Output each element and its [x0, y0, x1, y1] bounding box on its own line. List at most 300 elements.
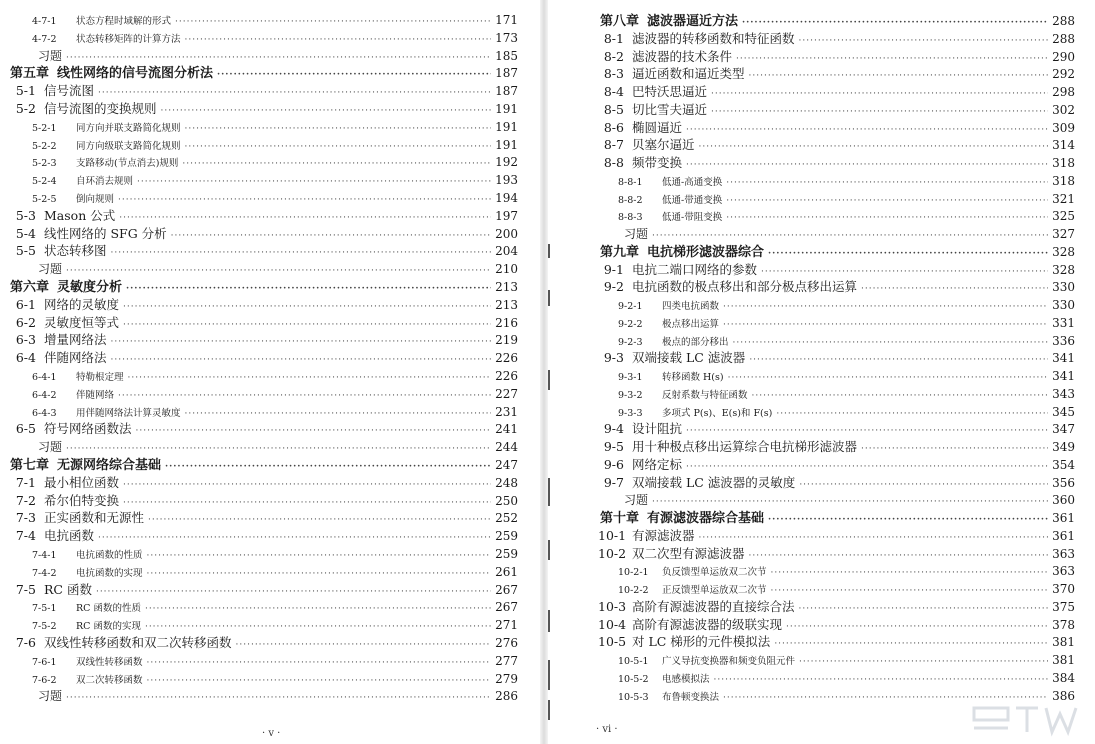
entry-title: 信号流图的变换规则 [44, 101, 157, 116]
dot-leader [786, 619, 1048, 635]
entry-title: 线性网络的 SFG 分析 [44, 225, 167, 241]
entry-page: 345 [1052, 404, 1075, 419]
dot-leader [726, 210, 1048, 226]
toc-entry-sub [618, 404, 1075, 420]
entry-title: 逼近函数和逼近类型 [632, 66, 745, 82]
entry-number: 第七章 [10, 458, 50, 473]
dot-leader [799, 33, 1049, 49]
entry-page: 318 [1052, 156, 1075, 170]
dot-leader [128, 370, 492, 386]
entry-page: 330 [1052, 280, 1075, 295]
entry-page: 227 [495, 386, 518, 401]
entry-number: 7-4 [15, 528, 36, 544]
entry-page: 247 [495, 458, 518, 472]
toc-entry-section [598, 120, 1075, 136]
entry-number: 6-4-3 [32, 407, 57, 419]
entry-page: 318 [1052, 173, 1075, 188]
entry-title: 双二次转移函数 [76, 674, 143, 686]
entry-page: 191 [495, 137, 518, 152]
entry-page: 276 [495, 636, 518, 650]
entry-page: 204 [495, 244, 518, 259]
entry-number: 9-3 [603, 350, 624, 366]
entry-page: 248 [495, 475, 518, 490]
entry-page: 219 [495, 333, 518, 348]
dot-leader [749, 68, 1049, 84]
toc-entry-sub [618, 368, 1075, 384]
entry-title: 布鲁顿变换法 [662, 691, 720, 703]
entry-number: 4-7-1 [32, 16, 57, 27]
entry-number: 8-8-2 [618, 194, 643, 206]
dot-leader [96, 584, 491, 600]
entry-title: 高阶有源滤波器的级联实现 [632, 616, 783, 632]
entry-page: 200 [495, 226, 518, 241]
entry-number: 10-5-3 [618, 691, 649, 703]
entry-title: 同方向级联支路简化规则 [76, 140, 181, 152]
spine-mark [548, 370, 550, 390]
dot-leader [768, 512, 1048, 528]
toc-entry-sub [618, 386, 1075, 402]
dot-leader [147, 548, 492, 564]
toc-entry-section [10, 475, 518, 491]
entry-title: 增量网络法 [44, 332, 107, 348]
spine-mark [548, 244, 550, 258]
entry-number: 6-5 [15, 421, 36, 437]
toc-entry-section [10, 226, 518, 242]
entry-page: 197 [495, 208, 518, 223]
right-page [548, 0, 1095, 744]
entry-title: 设计阻抗 [632, 421, 683, 437]
entry-title: 低通-高通变换 [662, 176, 723, 188]
dot-leader [771, 583, 1049, 599]
dot-leader [185, 121, 492, 137]
toc-entry-ex [624, 492, 1075, 508]
entry-title: 低通-带通变换 [662, 194, 723, 206]
dot-leader [726, 193, 1048, 209]
toc-entry-chapter [600, 510, 1075, 526]
toc-entry-section [10, 208, 518, 224]
dot-leader [137, 174, 491, 190]
entry-page: 370 [1052, 582, 1075, 596]
toc-entry-sub [618, 315, 1075, 331]
entry-title: 四类电抗函数 [662, 301, 720, 312]
entry-number: 9-3-1 [618, 372, 643, 383]
dot-leader [145, 619, 491, 635]
dot-leader [118, 192, 491, 208]
toc-entry-section [10, 528, 518, 544]
entry-title: 滤波器的技术条件 [632, 48, 733, 64]
entry-title: 伴随网络 [76, 389, 115, 401]
entry-number: 5-5 [15, 243, 36, 259]
entry-page: 314 [1052, 138, 1075, 153]
toc-entry-section [10, 332, 518, 348]
entry-title: 双端接载 LC 滤波器的灵敏度 [632, 474, 796, 490]
toc-entry-sub [618, 333, 1075, 349]
entry-page: 290 [1052, 49, 1075, 64]
entry-number: 5-2-3 [32, 158, 57, 170]
entry-number: 6-4-1 [32, 372, 57, 383]
entry-page: 361 [1052, 511, 1075, 525]
entry-title: 电抗梯形滤波器综合 [647, 244, 765, 260]
entry-page: 325 [1052, 209, 1075, 224]
toc-entry-sub [32, 190, 518, 206]
toc-entry-ex [624, 226, 1075, 242]
dot-leader [161, 103, 492, 119]
entry-number: 7-5-2 [32, 621, 57, 633]
entry-page: 191 [495, 119, 518, 134]
right-page-number: · vi · [596, 724, 618, 735]
entry-number: 8-4 [603, 84, 624, 99]
entry-number: 6-1 [15, 296, 36, 312]
toc-entry-section [598, 421, 1075, 437]
entry-title: 电抗函数 [44, 528, 95, 544]
entry-title: 灵敏度恒等式 [44, 314, 120, 330]
toc-entry-section [598, 546, 1075, 562]
entry-title: 伴随网络法 [44, 350, 107, 366]
entry-number: 9-7 [603, 474, 624, 490]
toc-entry-ex [38, 48, 518, 64]
toc-entry-section [10, 493, 518, 509]
dot-leader [185, 32, 492, 48]
entry-number: 9-2-2 [618, 318, 643, 330]
toc-entry-section [10, 315, 518, 331]
entry-title: 极点的部分移出 [662, 336, 729, 348]
entry-title: 信号流图 [44, 83, 95, 99]
toc-entry-section [598, 350, 1075, 366]
entry-page: 336 [1052, 333, 1075, 348]
toc-entry-ex [38, 688, 518, 704]
entry-page: 302 [1052, 102, 1075, 117]
entry-number: 4-7-2 [32, 33, 57, 45]
dot-leader [111, 334, 492, 350]
entry-number: 7-3 [15, 510, 36, 526]
entry-page: 378 [1052, 617, 1075, 632]
toc-entry-section [598, 439, 1075, 455]
entry-title: 最小相位函数 [44, 474, 120, 490]
entry-number: 10-4 [598, 616, 627, 632]
toc-entry-section [598, 66, 1075, 82]
entry-page: 241 [495, 422, 518, 437]
dot-leader [165, 459, 491, 475]
entry-number: 7-6-2 [32, 674, 57, 686]
entry-page: 226 [495, 369, 518, 383]
dot-leader [686, 459, 1048, 475]
entry-page: 279 [495, 671, 518, 686]
entry-title: 电抗函数的极点移出和部分极点移出运算 [632, 279, 858, 295]
entry-title: 双二次型有源滤波器 [632, 545, 745, 561]
entry-number: 10-5-1 [618, 656, 649, 667]
entry-title: 习题 [624, 493, 649, 508]
dot-leader [66, 50, 491, 66]
entry-page: 360 [1052, 493, 1075, 508]
entry-page: 327 [1052, 227, 1075, 241]
entry-number: 10-3 [598, 598, 627, 614]
entry-title: 用伴随网络法计算灵敏度 [76, 407, 181, 419]
entry-page: 187 [495, 66, 518, 81]
entry-page: 259 [495, 547, 518, 561]
dot-leader [98, 85, 491, 101]
entry-page: 185 [495, 48, 518, 63]
spine-mark [548, 290, 550, 306]
dot-leader [761, 264, 1048, 280]
entry-page: 331 [1052, 315, 1075, 330]
toc-entry-sub [32, 546, 518, 562]
entry-page: 347 [1052, 422, 1075, 437]
dot-leader [752, 388, 1049, 404]
dot-leader [119, 210, 491, 226]
entry-page: 173 [495, 30, 518, 45]
toc-entry-section [598, 155, 1075, 171]
entry-title: 希尔伯特变换 [44, 492, 120, 508]
entry-number: 7-4-2 [32, 567, 57, 579]
entry-number: 5-4 [15, 225, 36, 241]
dot-leader [123, 477, 491, 493]
entry-number: 第十章 [600, 511, 640, 526]
toc-entry-section [10, 101, 518, 117]
entry-number: 5-2-4 [32, 176, 57, 188]
toc-entry-section [10, 635, 518, 651]
book-gutter [540, 0, 548, 744]
dot-leader [147, 655, 492, 671]
dot-leader [723, 299, 1048, 315]
dot-leader [728, 370, 1049, 386]
dot-leader [686, 423, 1048, 439]
entry-title: 习题 [38, 48, 63, 63]
entry-number: 7-6-1 [32, 656, 57, 668]
entry-number: 7-5 [15, 581, 36, 597]
toc-entry-sub [618, 652, 1075, 668]
toc-entry-sub [618, 208, 1075, 224]
toc-entry-sub [32, 12, 518, 28]
toc-entry-section [598, 262, 1075, 278]
entry-title: 低通-带阻变换 [662, 212, 723, 224]
toc-entry-section [598, 475, 1075, 491]
entry-number: 5-1 [15, 83, 36, 99]
entry-number: 7-1 [15, 474, 36, 490]
entry-title: 支路移动(节点消去)规则 [76, 158, 179, 170]
entry-page: 267 [495, 582, 518, 597]
toc-entry-section [598, 31, 1075, 47]
entry-number: 5-3 [15, 207, 36, 223]
entry-page: 194 [495, 191, 518, 205]
entry-page: 271 [495, 618, 518, 633]
entry-title: 状态方程时域解的形式 [76, 16, 172, 27]
entry-page: 309 [1052, 120, 1075, 135]
entry-page: 286 [495, 689, 518, 704]
toc-entry-sub [32, 599, 518, 615]
entry-number: 7-5-1 [32, 603, 57, 615]
entry-page: 381 [1052, 653, 1075, 667]
dot-leader [123, 317, 491, 333]
toc-entry-chapter [10, 279, 518, 295]
entry-title: RC 函数的实现 [76, 621, 141, 633]
entry-page: 250 [495, 493, 518, 508]
entry-number: 9-5 [603, 439, 624, 454]
entry-number: 9-4 [603, 421, 624, 437]
entry-page: 267 [495, 600, 518, 615]
toc-entry-sub [618, 297, 1075, 313]
entry-number: 8-7 [603, 137, 624, 153]
dot-leader [686, 122, 1048, 138]
entry-page: 277 [495, 653, 518, 668]
entry-number: 8-6 [603, 119, 624, 135]
entry-page: 298 [1052, 85, 1075, 99]
entry-number: 7-6 [15, 635, 36, 650]
entry-title: 倒向规则 [76, 194, 115, 205]
toc-entry-chapter [10, 65, 518, 81]
entry-title: 广义导抗变换器和频变负阻元件 [662, 656, 796, 667]
dot-leader [66, 441, 491, 457]
entry-title: 双线性转移函数和双二次转移函数 [44, 635, 232, 650]
entry-title: 习题 [38, 440, 63, 455]
dot-leader [118, 388, 491, 404]
spine-mark [548, 660, 550, 690]
entry-title: 有源滤波器综合基础 [647, 511, 765, 526]
toc-entry-section [10, 83, 518, 99]
entry-title: 灵敏度分析 [57, 280, 123, 295]
entry-page: 343 [1052, 386, 1075, 401]
entry-page: 193 [495, 173, 518, 188]
entry-number: 6-2 [15, 314, 36, 330]
toc-entry-section [598, 457, 1075, 473]
toc-entry-section [10, 243, 518, 259]
toc-entry-section [10, 510, 518, 526]
entry-page: 213 [495, 280, 518, 294]
entry-number: 8-8 [603, 155, 624, 170]
dot-leader [98, 530, 491, 546]
entry-page: 386 [1052, 688, 1075, 703]
entry-title: 双线性转移函数 [76, 656, 143, 668]
toc-entry-sub [32, 172, 518, 188]
toc-entry-section [598, 528, 1075, 544]
entry-page: 288 [1052, 14, 1075, 28]
toc-entry-section [598, 102, 1075, 118]
dot-leader [652, 228, 1048, 244]
dot-leader [185, 406, 492, 422]
toc-entry-section [598, 137, 1075, 153]
left-page-number: · v · [262, 728, 281, 739]
entry-page: 226 [495, 351, 518, 366]
entry-title: 状态转移矩阵的计算方法 [76, 33, 181, 45]
entry-number: 5-2-1 [32, 122, 57, 134]
dot-leader [799, 654, 1048, 670]
toc-entry-sub [32, 671, 518, 687]
entry-page: 361 [1052, 528, 1075, 543]
toc-entry-sub [32, 617, 518, 633]
entry-number: 9-2 [603, 279, 624, 295]
entry-title: 线性网络的信号流图分析法 [57, 66, 214, 82]
entry-title: 椭圆逼近 [632, 119, 683, 135]
entry-number: 8-1 [603, 30, 624, 46]
toc-entry-section [598, 617, 1075, 633]
toc-entry-sub [32, 564, 518, 580]
entry-page: 381 [1052, 635, 1075, 650]
dot-leader [774, 636, 1048, 652]
entry-page: 363 [1052, 546, 1075, 561]
dot-leader [861, 441, 1048, 457]
dot-leader [175, 14, 491, 30]
spine-mark [548, 700, 550, 720]
dot-leader [733, 335, 1049, 351]
entry-page: 349 [1052, 440, 1075, 454]
entry-title: 电感模拟法 [662, 673, 710, 685]
entry-title: 电抗二端口网络的参数 [632, 261, 758, 277]
entry-number: 8-8-1 [618, 176, 643, 188]
entry-number: 第八章 [600, 14, 640, 29]
entry-page: 341 [1052, 369, 1075, 383]
entry-number: 第六章 [10, 280, 50, 295]
entry-title: 负反馈型单运放双二次节 [662, 567, 767, 579]
toc-entry-sub [32, 368, 518, 384]
entry-page: 321 [1052, 191, 1075, 206]
dot-leader [799, 477, 1048, 493]
entry-title: 频带变换 [632, 155, 683, 170]
entry-page: 375 [1052, 599, 1075, 614]
dot-leader [749, 352, 1048, 368]
dot-leader [147, 673, 492, 689]
toc-entry-sub [32, 137, 518, 153]
toc-entry-sub [32, 119, 518, 135]
entry-title: 电抗函数的实现 [76, 567, 143, 579]
dot-leader [185, 139, 492, 155]
entry-page: 187 [495, 84, 518, 99]
entry-page: 244 [495, 440, 518, 455]
dot-leader [652, 494, 1048, 510]
entry-page: 354 [1052, 457, 1075, 472]
dot-leader [714, 672, 1049, 688]
entry-title: Mason 公式 [44, 207, 116, 223]
entry-title: 用十种极点移出运算综合电抗梯形滤波器 [632, 439, 858, 454]
entry-page: 252 [495, 511, 518, 526]
entry-number: 10-1 [598, 527, 627, 543]
dot-leader [776, 406, 1048, 422]
entry-number: 9-6 [603, 456, 624, 472]
entry-page: 330 [1052, 298, 1075, 312]
toc-entry-section [10, 582, 518, 598]
dot-leader [66, 690, 491, 706]
entry-title: 切比雪夫逼近 [632, 101, 708, 117]
entry-title: 滤波器的转移函数和特征函数 [632, 30, 795, 46]
entry-page: 356 [1052, 475, 1075, 490]
entry-page: 231 [495, 404, 518, 419]
entry-number: 第五章 [10, 66, 50, 82]
entry-title: 双端接载 LC 滤波器 [632, 350, 746, 366]
toc-entry-sub [618, 563, 1075, 579]
toc-entry-section [10, 350, 518, 366]
entry-title: 状态转移图 [44, 243, 107, 259]
entry-number: 9-2-3 [618, 336, 643, 348]
spine-mark [548, 610, 550, 632]
toc-entry-ex [38, 261, 518, 277]
toc-entry-sub [32, 30, 518, 46]
dot-leader [749, 548, 1049, 564]
entry-number: 9-3-3 [618, 407, 643, 419]
dot-leader [861, 281, 1048, 297]
dot-leader [799, 601, 1049, 617]
entry-title: 网络定标 [632, 456, 683, 472]
entry-number: 9-2-1 [618, 301, 643, 312]
entry-page: 210 [495, 262, 518, 277]
entry-page: 192 [495, 155, 518, 170]
toc-entry-section [10, 297, 518, 313]
entry-number: 5-2 [15, 101, 36, 116]
toc-entry-sub [32, 386, 518, 402]
dot-leader [111, 352, 492, 368]
entry-number: 10-2-2 [618, 585, 649, 596]
entry-number: 6-4 [15, 350, 36, 366]
toc-entry-section [598, 279, 1075, 295]
entry-title: 转移函数 H(s) [662, 372, 724, 383]
dot-leader [686, 157, 1048, 173]
